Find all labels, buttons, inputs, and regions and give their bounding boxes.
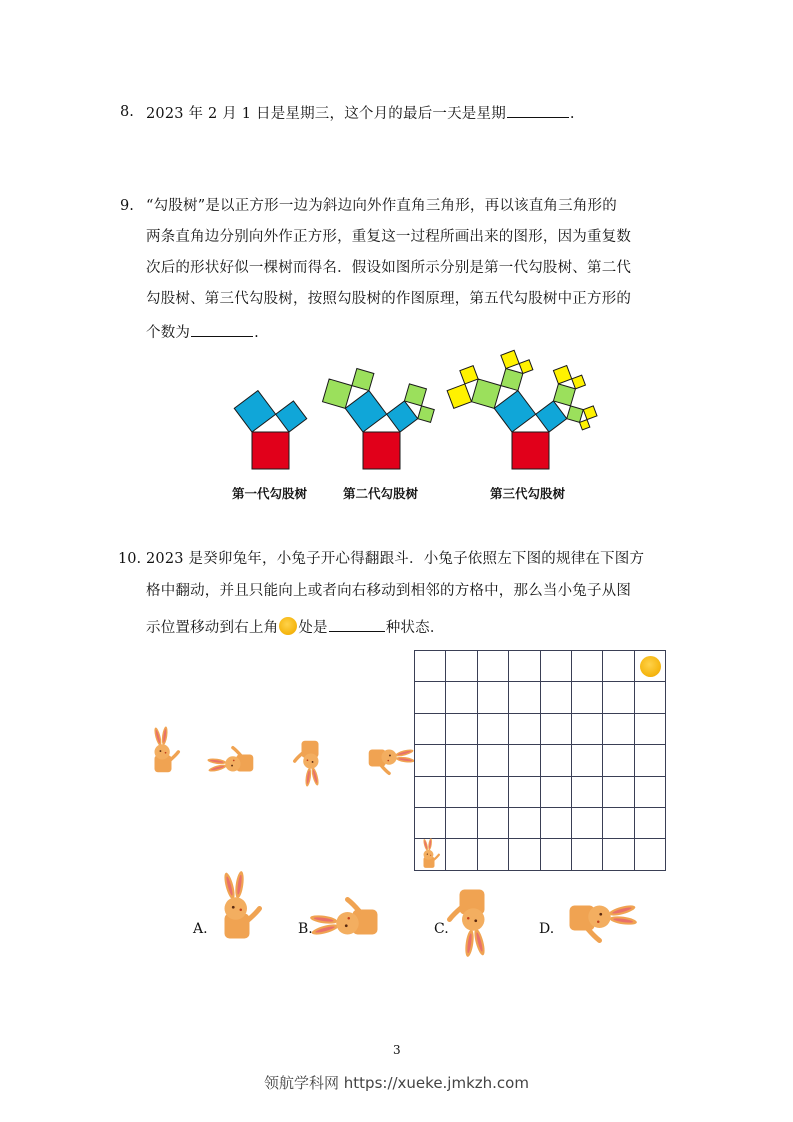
option-a-label[interactable]: A. xyxy=(193,921,208,937)
grid-cell xyxy=(446,651,477,682)
grid-cell xyxy=(446,682,477,713)
grid-cell xyxy=(477,776,508,807)
question-number: 10. xyxy=(118,551,142,567)
grid-cell xyxy=(446,839,477,870)
question-line: “勾股树”是以正方形一边为斜边向外作直角三角形，再以该直角三角形的 xyxy=(146,198,617,214)
grid-cell xyxy=(634,651,665,682)
grid-cell xyxy=(415,745,446,776)
grid-cell xyxy=(446,713,477,744)
grid-cell xyxy=(634,682,665,713)
tree-caption-gen3: 第三代勾股树 xyxy=(490,486,566,501)
question-text-part: 2023 年 2 月 1 日是星期三，这个月的最后一天是星期 xyxy=(146,106,506,122)
grid-cell xyxy=(603,839,634,870)
grid-cell xyxy=(634,807,665,838)
option-b-label[interactable]: B. xyxy=(298,921,313,937)
rabbit-sequence-upside-down xyxy=(295,741,320,787)
question-line: 两条直角边分别向外作正方形，重复这一过程所画出来的图形，因为重复数 xyxy=(146,229,632,245)
grid-cell xyxy=(571,651,602,682)
grid-cell xyxy=(540,776,571,807)
grid-cell xyxy=(477,807,508,838)
question-text-part: . xyxy=(569,106,575,122)
grid-cell xyxy=(571,839,602,870)
option-rabbit-b xyxy=(310,900,378,937)
rabbit-start-icon xyxy=(415,839,445,869)
grid-cell xyxy=(446,807,477,838)
grid-cell xyxy=(571,776,602,807)
grid-cell xyxy=(415,839,446,870)
rabbit-start xyxy=(423,838,439,868)
grid-cell xyxy=(540,839,571,870)
option-d-label[interactable]: D. xyxy=(539,921,555,937)
question-text-part: . xyxy=(254,325,259,341)
grid-cell xyxy=(415,651,446,682)
grid-cell xyxy=(571,682,602,713)
grid-cell xyxy=(603,807,634,838)
rabbit-sequence-lying-right xyxy=(369,748,415,773)
grid-cell xyxy=(477,682,508,713)
grid-cell xyxy=(509,807,540,838)
grid-cell xyxy=(571,713,602,744)
grid-cell xyxy=(509,651,540,682)
question-line: 次后的形状好似一棵树而得名．假设如图所示分别是第一代勾股树、第二代 xyxy=(146,260,632,276)
grid-cell xyxy=(446,745,477,776)
footer-watermark: 领航学科网 https://xueke.jmkzh.com xyxy=(264,1074,529,1092)
question-text-part: 示位置移动到右上角 xyxy=(146,620,279,636)
movement-grid xyxy=(414,650,666,871)
grid-cell xyxy=(603,745,634,776)
option-rabbit-d xyxy=(570,903,638,940)
grid-cell xyxy=(446,776,477,807)
grid-cell xyxy=(540,651,571,682)
grid-cell xyxy=(634,839,665,870)
question-line: 格中翻动，并且只能向上或者向右移动到相邻的方格中，那么当小兔子从图 xyxy=(146,583,632,599)
grid-cell xyxy=(477,839,508,870)
rabbit-sequence-lying-left xyxy=(207,748,253,773)
grid-cell xyxy=(509,745,540,776)
question-number: 9. xyxy=(120,198,134,214)
rabbit-sequence-upright xyxy=(153,726,178,772)
grid-cell xyxy=(477,745,508,776)
grid-cell xyxy=(571,807,602,838)
grid-cell xyxy=(603,651,634,682)
grid-cell xyxy=(571,745,602,776)
grid-cell xyxy=(540,745,571,776)
grid-cell xyxy=(603,776,634,807)
grid-cell xyxy=(415,776,446,807)
question-number: 8. xyxy=(120,104,134,120)
question-line: 勾股树、第三代勾股树，按照勾股树的作图原理，第五代勾股树中正方形的 xyxy=(146,291,632,307)
question-text-part: 种状态． xyxy=(385,620,445,636)
question-text-part: 个数为 xyxy=(146,325,191,341)
grid-cell xyxy=(415,807,446,838)
grid-cell xyxy=(603,682,634,713)
coin-icon xyxy=(640,656,661,677)
grid-cell xyxy=(603,713,634,744)
tree-caption-gen1: 第一代勾股树 xyxy=(232,486,308,501)
option-c-label[interactable]: C. xyxy=(434,921,449,937)
grid-cell xyxy=(540,682,571,713)
grid-cell xyxy=(509,713,540,744)
grid-cell xyxy=(477,713,508,744)
option-rabbit-a xyxy=(222,871,259,939)
grid-cell xyxy=(509,682,540,713)
grid-cell xyxy=(634,713,665,744)
grid-cell xyxy=(415,713,446,744)
grid-cell xyxy=(540,713,571,744)
grid-cell xyxy=(477,651,508,682)
grid-cell xyxy=(540,807,571,838)
question-text-part: 处是 xyxy=(298,620,328,636)
grid-cell xyxy=(509,839,540,870)
page-number: 3 xyxy=(393,1043,401,1057)
question-line: 2023 是癸卯兔年，小兔子开心得翻跟斗．小兔子依照左下图的规律在下图方 xyxy=(146,551,645,567)
grid-cell xyxy=(634,745,665,776)
grid-cell xyxy=(509,776,540,807)
grid-cell xyxy=(415,682,446,713)
option-rabbit-c xyxy=(450,890,487,958)
grid-cell xyxy=(634,776,665,807)
tree-caption-gen2: 第二代勾股树 xyxy=(343,486,419,501)
